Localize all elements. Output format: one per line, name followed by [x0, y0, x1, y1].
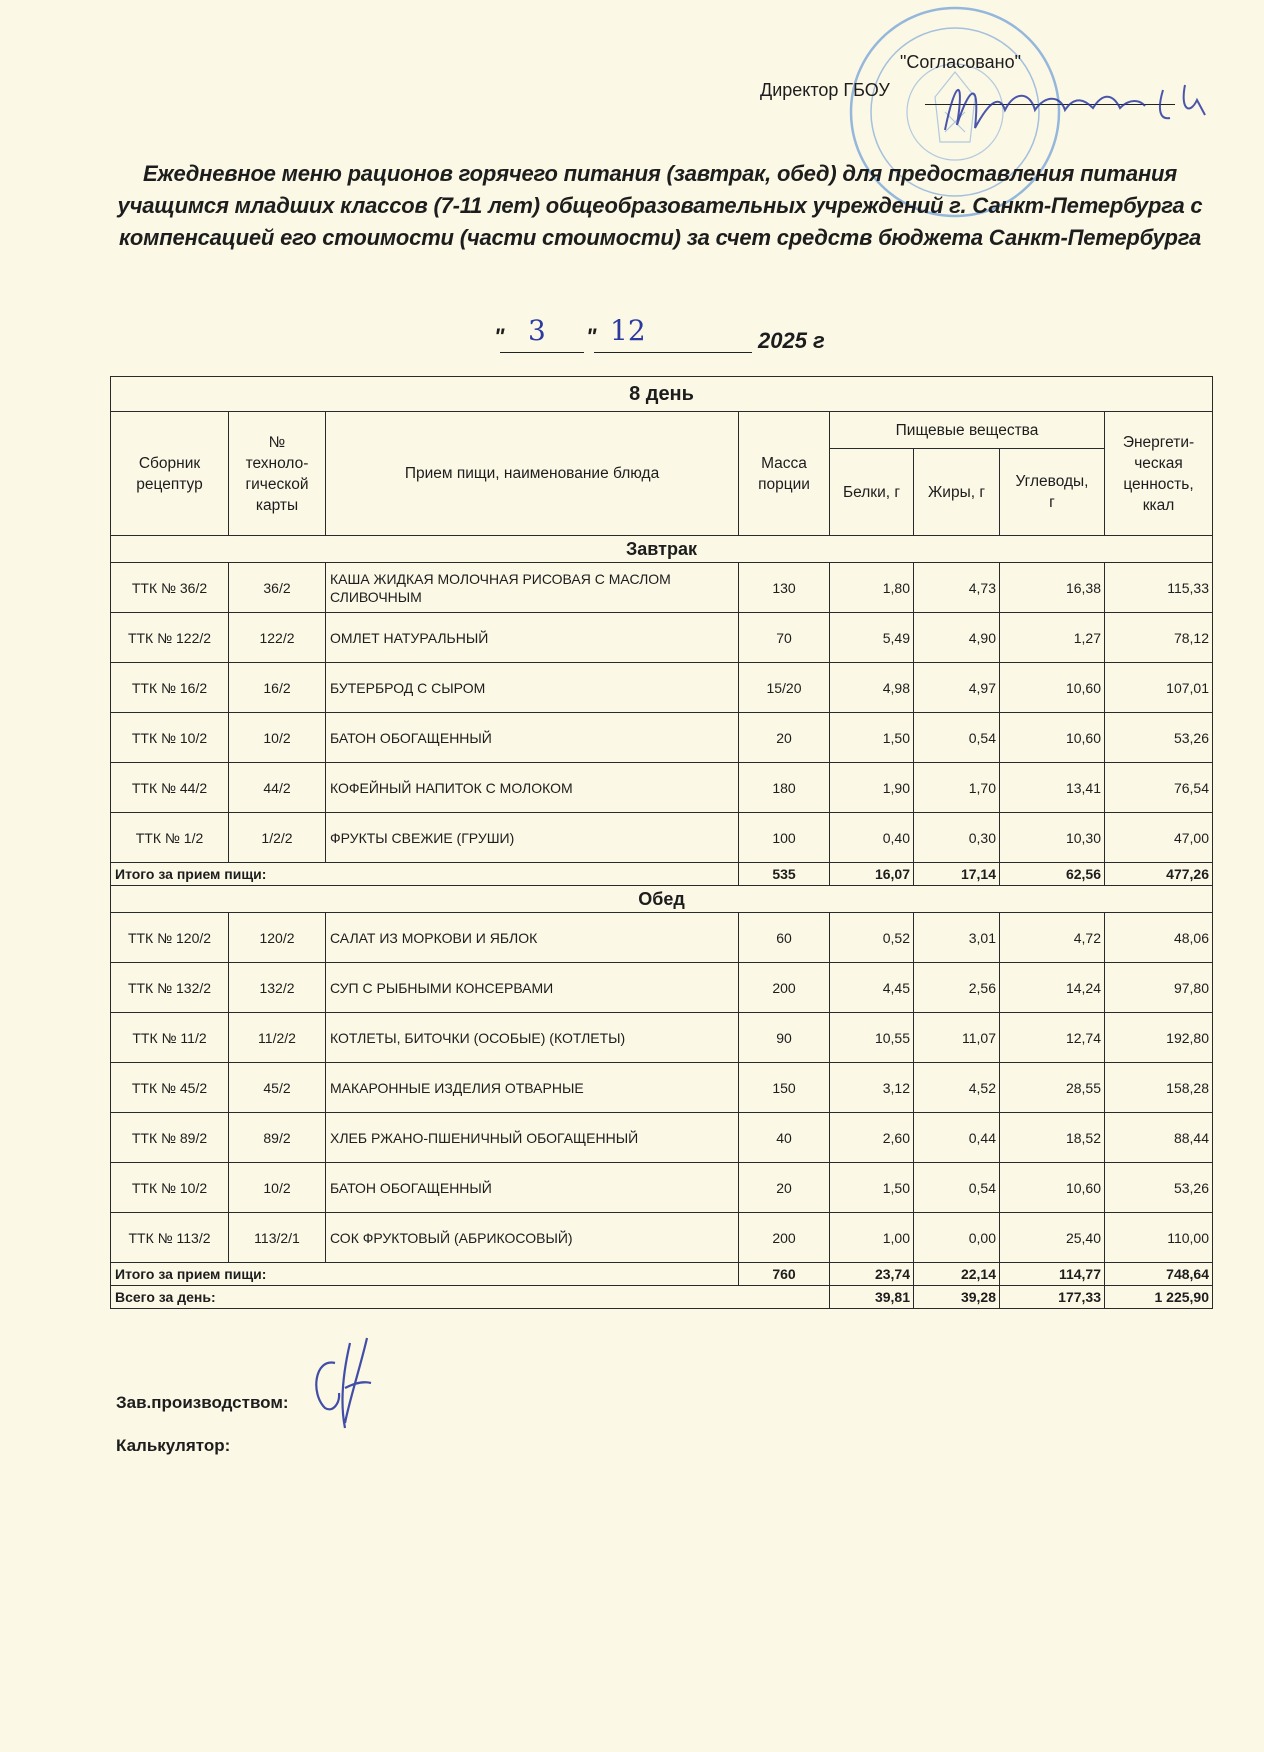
total-protein: 23,74 [830, 1263, 914, 1286]
total-label: Итого за прием пищи: [111, 1263, 739, 1286]
table-row [111, 713, 1213, 763]
cell-mass: 150 [739, 1063, 830, 1113]
header-energy: Энергети- ческая ценность, ккал [1105, 412, 1213, 536]
cell-mass: 20 [739, 1163, 830, 1213]
table-row [111, 1063, 1213, 1113]
cell-fat: 0,44 [914, 1113, 1000, 1163]
production-head-label: Зав.производством: [116, 1393, 289, 1412]
cell-fat: 1,70 [914, 763, 1000, 813]
header-fat: Жиры, г [914, 449, 1000, 536]
meal-total-row [111, 1263, 1213, 1286]
meal-total-row [111, 863, 1213, 886]
header-protein: Белки, г [830, 449, 914, 536]
cell-tech-card: 122/2 [229, 613, 326, 663]
cell-fat: 4,90 [914, 613, 1000, 663]
cell-fat: 4,52 [914, 1063, 1000, 1113]
cell-energy: 115,33 [1105, 563, 1213, 613]
cell-energy: 110,00 [1105, 1213, 1213, 1263]
date-month: 12 [610, 314, 646, 347]
cell-fat: 11,07 [914, 1013, 1000, 1063]
cell-fat: 4,73 [914, 563, 1000, 613]
cell-collection: ТТК № 10/2 [111, 1163, 229, 1213]
cell-dish: БАТОН ОБОГАЩЕННЫЙ [326, 1163, 739, 1213]
cell-dish: ХЛЕБ РЖАНО-ПШЕНИЧНЫЙ ОБОГАЩЕННЫЙ [326, 1113, 739, 1163]
director-signature [935, 70, 1235, 140]
total-carbs: 114,77 [1000, 1263, 1105, 1286]
cell-protein: 2,60 [830, 1113, 914, 1163]
total-label: Итого за прием пищи: [111, 863, 739, 886]
cell-energy: 53,26 [1105, 713, 1213, 763]
cell-dish: КОТЛЕТЫ, БИТОЧКИ (ОСОБЫЕ) (КОТЛЕТЫ) [326, 1013, 739, 1063]
cell-tech-card: 10/2 [229, 1163, 326, 1213]
cell-carbs: 10,60 [1000, 713, 1105, 763]
cell-protein: 1,90 [830, 763, 914, 813]
cell-fat: 4,97 [914, 663, 1000, 713]
cell-protein: 1,50 [830, 713, 914, 763]
cell-dish: МАКАРОННЫЕ ИЗДЕЛИЯ ОТВАРНЫЕ [326, 1063, 739, 1113]
cell-fat: 0,00 [914, 1213, 1000, 1263]
cell-carbs: 14,24 [1000, 963, 1105, 1013]
cell-mass: 130 [739, 563, 830, 613]
cell-protein: 3,12 [830, 1063, 914, 1113]
cell-dish: КАША ЖИДКАЯ МОЛОЧНАЯ РИСОВАЯ С МАСЛОМ СЛИВОЧНЫМ [326, 563, 739, 613]
calculator-label: Калькулятор: [116, 1436, 231, 1455]
day-total-row [111, 1286, 1213, 1309]
cell-tech-card: 45/2 [229, 1063, 326, 1113]
approval-director-label: Директор ГБОУ [760, 80, 890, 100]
day-total-label: Всего за день: [111, 1286, 830, 1309]
cell-mass: 200 [739, 1213, 830, 1263]
cell-dish: ФРУКТЫ СВЕЖИЕ (ГРУШИ) [326, 813, 739, 863]
cell-fat: 0,54 [914, 713, 1000, 763]
cell-protein: 0,40 [830, 813, 914, 863]
cell-mass: 40 [739, 1113, 830, 1163]
cell-dish: СОК ФРУКТОВЫЙ (АБРИКОСОВЫЙ) [326, 1213, 739, 1263]
cell-collection: ТТК № 1/2 [111, 813, 229, 863]
cell-tech-card: 113/2/1 [229, 1213, 326, 1263]
cell-tech-card: 44/2 [229, 763, 326, 813]
cell-dish: КОФЕЙНЫЙ НАПИТОК С МОЛОКОМ [326, 763, 739, 813]
table-row [111, 913, 1213, 963]
production-head-signature [305, 1333, 395, 1433]
section-title: Обед [111, 886, 1213, 913]
cell-carbs: 10,60 [1000, 663, 1105, 713]
cell-dish: СУП С РЫБНЫМИ КОНСЕРВАМИ [326, 963, 739, 1013]
cell-carbs: 1,27 [1000, 613, 1105, 663]
cell-collection: ТТК № 122/2 [111, 613, 229, 663]
total-energy: 477,26 [1105, 863, 1213, 886]
approval-agreed-label: "Согласовано" [900, 52, 1022, 72]
table-row [111, 1213, 1213, 1263]
day-total-fat: 39,28 [914, 1286, 1000, 1309]
cell-carbs: 4,72 [1000, 913, 1105, 963]
cell-energy: 97,80 [1105, 963, 1213, 1013]
total-carbs: 62,56 [1000, 863, 1105, 886]
section-title: Завтрак [111, 536, 1213, 563]
table-row [111, 963, 1213, 1013]
cell-fat: 0,30 [914, 813, 1000, 863]
header-tech-card-text: № техноло- гической карты [245, 433, 309, 514]
document-date: " 3 " 12 2025 г [494, 314, 825, 353]
cell-mass: 15/20 [739, 663, 830, 713]
day-label: 8 день [111, 377, 1213, 412]
cell-tech-card: 36/2 [229, 563, 326, 613]
table-row [111, 1163, 1213, 1213]
total-fat: 22,14 [914, 1263, 1000, 1286]
cell-protein: 5,49 [830, 613, 914, 663]
cell-tech-card: 132/2 [229, 963, 326, 1013]
cell-carbs: 13,41 [1000, 763, 1105, 813]
section-row [111, 886, 1213, 913]
cell-tech-card: 1/2/2 [229, 813, 326, 863]
cell-protein: 0,52 [830, 913, 914, 963]
cell-tech-card: 89/2 [229, 1113, 326, 1163]
header-collection: Сборник рецептур [111, 412, 229, 536]
cell-collection: ТТК № 113/2 [111, 1213, 229, 1263]
day-total-protein: 39,81 [830, 1286, 914, 1309]
cell-collection: ТТК № 45/2 [111, 1063, 229, 1113]
cell-fat: 2,56 [914, 963, 1000, 1013]
day-total-carbs: 177,33 [1000, 1286, 1105, 1309]
cell-protein: 1,00 [830, 1213, 914, 1263]
cell-energy: 192,80 [1105, 1013, 1213, 1063]
header-dish: Прием пищи, наименование блюда [326, 412, 739, 536]
cell-mass: 90 [739, 1013, 830, 1063]
cell-dish: БУТЕРБРОД С СЫРОМ [326, 663, 739, 713]
date-year: 2025 г [758, 328, 825, 353]
cell-collection: ТТК № 89/2 [111, 1113, 229, 1163]
table-row [111, 1113, 1213, 1163]
cell-energy: 53,26 [1105, 1163, 1213, 1213]
cell-protein: 4,45 [830, 963, 914, 1013]
cell-dish: САЛАТ ИЗ МОРКОВИ И ЯБЛОК [326, 913, 739, 963]
cell-fat: 0,54 [914, 1163, 1000, 1213]
table-row [111, 763, 1213, 813]
cell-energy: 88,44 [1105, 1113, 1213, 1163]
cell-fat: 3,01 [914, 913, 1000, 963]
cell-mass: 60 [739, 913, 830, 963]
cell-energy: 76,54 [1105, 763, 1213, 813]
cell-collection: ТТК № 132/2 [111, 963, 229, 1013]
menu-table [110, 376, 1213, 1309]
cell-dish: ОМЛЕТ НАТУРАЛЬНЫЙ [326, 613, 739, 663]
cell-carbs: 10,30 [1000, 813, 1105, 863]
total-mass: 535 [739, 863, 830, 886]
cell-tech-card: 10/2 [229, 713, 326, 763]
cell-mass: 100 [739, 813, 830, 863]
header-nutrients: Пищевые вещества [830, 412, 1105, 449]
cell-collection: ТТК № 10/2 [111, 713, 229, 763]
table-row [111, 613, 1213, 663]
cell-collection: ТТК № 44/2 [111, 763, 229, 813]
cell-carbs: 10,60 [1000, 1163, 1105, 1213]
document-title: Ежедневное меню рационов горячего питания (завтрак, обед) для предоставления питания учащимся младших классов (7-11 лет) общеобразовательных учреждений г. Санкт-Петербурга с компенсацией его стоимости (части стоимости) за счет средств бюджета Санкт-Петербурга [117, 161, 1203, 250]
cell-mass: 200 [739, 963, 830, 1013]
table-row [111, 563, 1213, 613]
total-energy: 748,64 [1105, 1263, 1213, 1286]
day-total-energy: 1 225,90 [1105, 1286, 1213, 1309]
cell-carbs: 28,55 [1000, 1063, 1105, 1113]
cell-carbs: 16,38 [1000, 563, 1105, 613]
cell-carbs: 18,52 [1000, 1113, 1105, 1163]
section-row [111, 536, 1213, 563]
cell-energy: 158,28 [1105, 1063, 1213, 1113]
cell-protein: 4,98 [830, 663, 914, 713]
total-mass: 760 [739, 1263, 830, 1286]
cell-energy: 48,06 [1105, 913, 1213, 963]
cell-collection: ТТК № 36/2 [111, 563, 229, 613]
cell-protein: 1,80 [830, 563, 914, 613]
cell-energy: 78,12 [1105, 613, 1213, 663]
header-mass: Масса порции [739, 412, 830, 536]
header-tech-card [229, 412, 326, 536]
cell-collection: ТТК № 16/2 [111, 663, 229, 713]
cell-collection: ТТК № 11/2 [111, 1013, 229, 1063]
table-row [111, 813, 1213, 863]
cell-carbs: 25,40 [1000, 1213, 1105, 1263]
cell-protein: 10,55 [830, 1013, 914, 1063]
cell-energy: 47,00 [1105, 813, 1213, 863]
table-row [111, 1013, 1213, 1063]
total-protein: 16,07 [830, 863, 914, 886]
cell-mass: 70 [739, 613, 830, 663]
cell-collection: ТТК № 120/2 [111, 913, 229, 963]
cell-tech-card: 16/2 [229, 663, 326, 713]
cell-tech-card: 11/2/2 [229, 1013, 326, 1063]
cell-dish: БАТОН ОБОГАЩЕННЫЙ [326, 713, 739, 763]
cell-mass: 180 [739, 763, 830, 813]
cell-protein: 1,50 [830, 1163, 914, 1213]
header-carbs: Углеводы, г [1000, 449, 1105, 536]
cell-carbs: 12,74 [1000, 1013, 1105, 1063]
cell-energy: 107,01 [1105, 663, 1213, 713]
cell-tech-card: 120/2 [229, 913, 326, 963]
cell-mass: 20 [739, 713, 830, 763]
table-row [111, 663, 1213, 713]
date-day: 3 [528, 314, 546, 347]
total-fat: 17,14 [914, 863, 1000, 886]
